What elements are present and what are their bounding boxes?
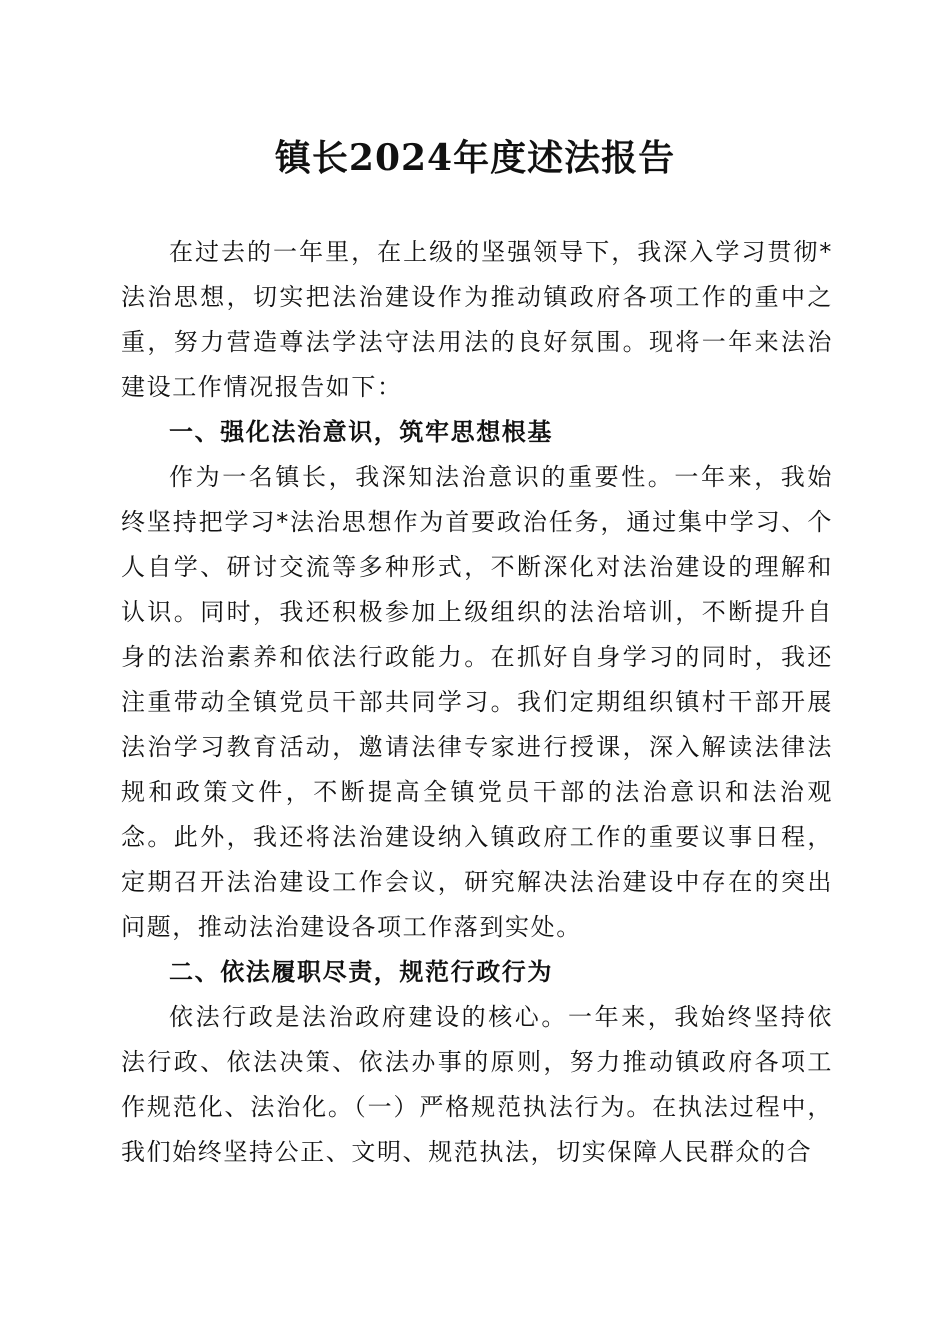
intro-paragraph: 在过去的一年里，在上级的坚强领导下，我深入学习贯彻*法治思想，切实把法治建设作为推动镇政府各项工作的重中之重，努力营造尊法学法守法用法的良好氛围。现将一年来法治建设工作情况报告如下：	[121, 238, 833, 401]
section-2-heading: 二、依法履职尽责，规范行政行为	[169, 958, 553, 986]
section-1-paragraph: 作为一名镇长，我深知法治意识的重要性。一年来，我始终坚持把学习*法治思想作为首要政治任务，通过集中学习、个人自学、研讨交流等多种形式，不断深化对法治建设的理解和认识。同时，我还积极参加上级组织的法治培训，不断提升自身的法治素养和依法行政能力。在抓好自身学习的同时，我还注重带动全镇党员干部共同学习。我们定期组织镇村干部开展法治学习教育活动，邀请法律专家进行授课，深入解读法律法规和政策文件，不断提高全镇党员干部的法治意识和法治观念。此外，我还将法治建设纳入镇政府工作的重要议事日程，定期召开法治建设工作会议，研究解决法治建设中存在的突出问题，推动法治建设各项工作落到实处。	[121, 463, 833, 941]
section-1-heading: 一、强化法治意识，筑牢思想根基	[169, 418, 553, 446]
document-body	[121, 230, 833, 1175]
section-2-paragraph: 依法行政是法治政府建设的核心。一年来，我始终坚持依法行政、依法决策、依法办事的原则，努力推动镇政府各项工作规范化、法治化。（一）严格规范执法行为。在执法过程中，我们始终坚持公正、文明、规范执法，切实保障人民群众的合	[121, 1003, 833, 1166]
document-title: 镇长2024年度述法报告	[274, 137, 676, 179]
